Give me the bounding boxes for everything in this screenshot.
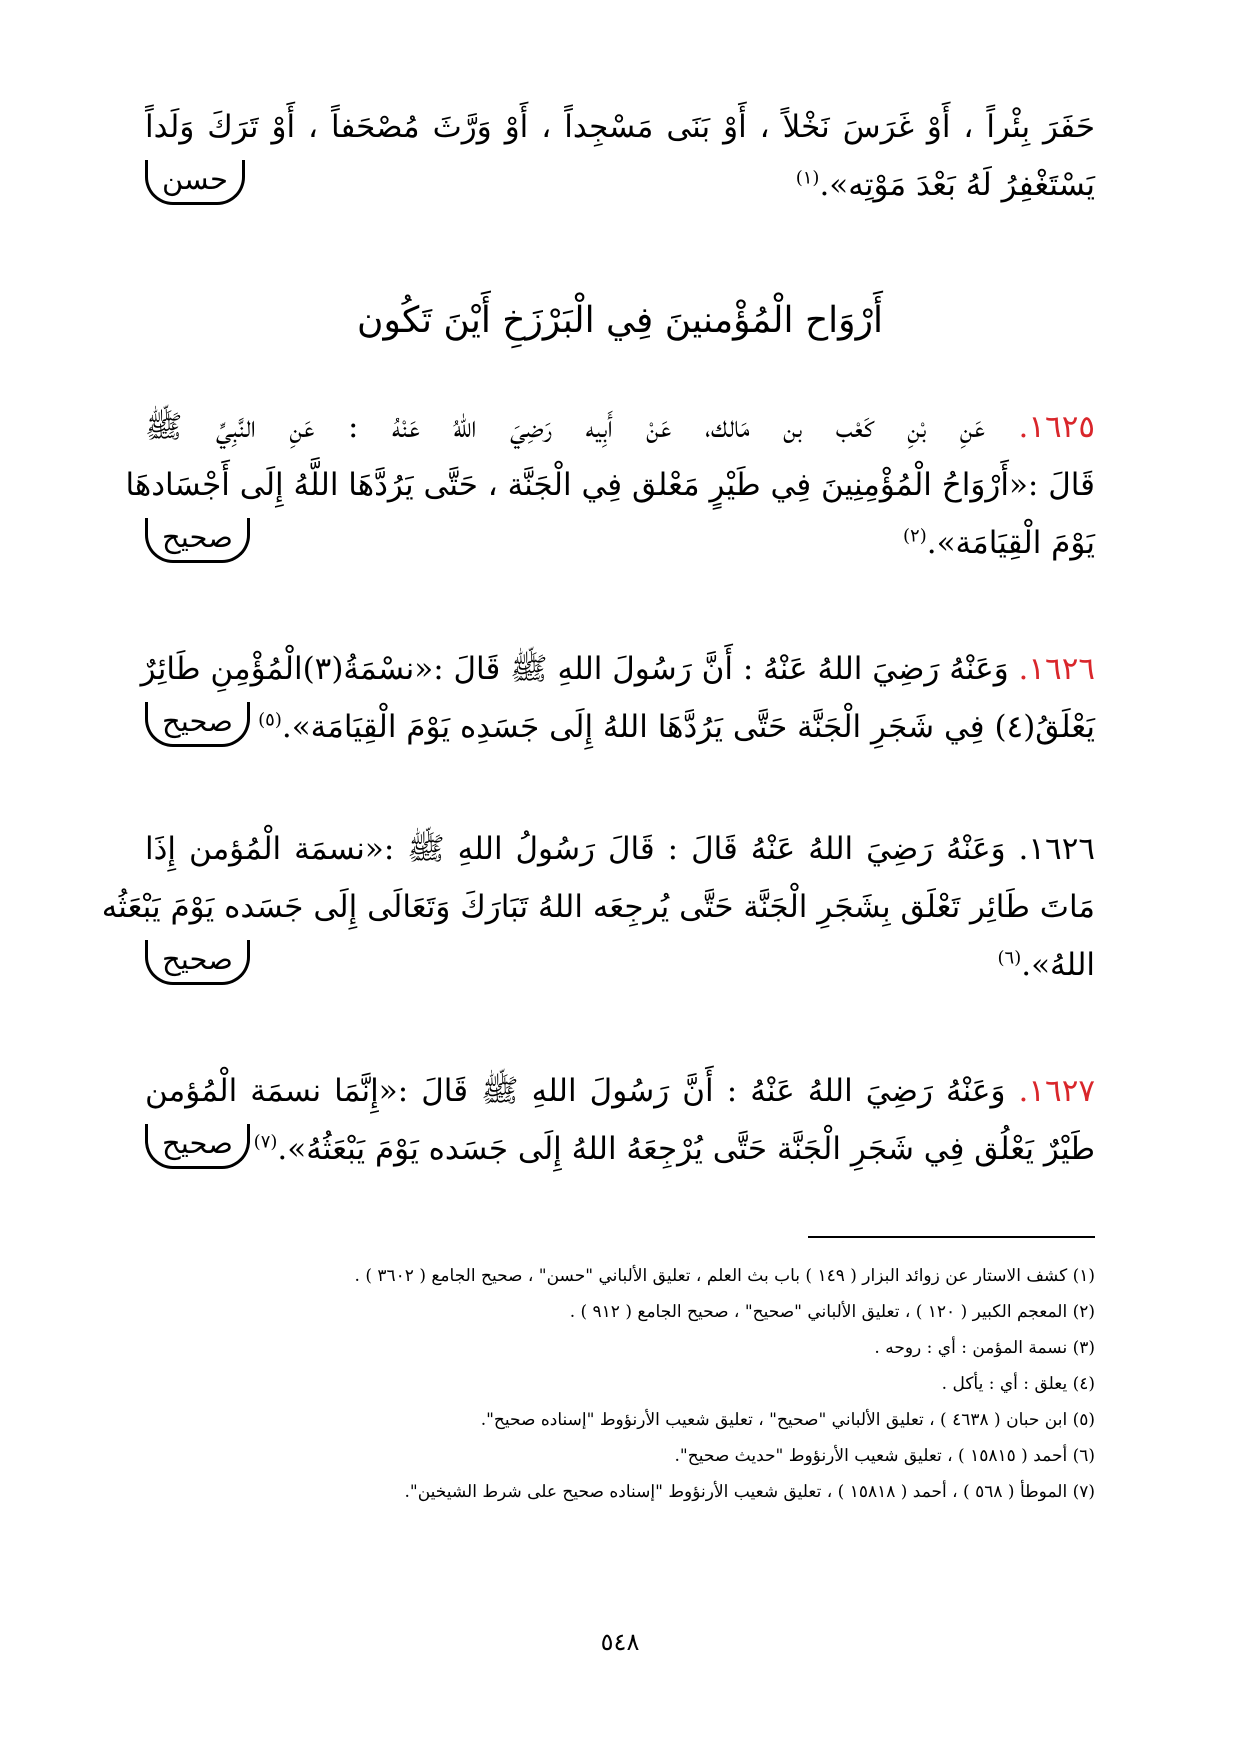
hadith-number: ١٦٢٦.: [1018, 831, 1095, 867]
hadith-1627: [145, 1062, 1095, 1178]
grade-badge: صحيح: [145, 1124, 250, 1169]
text-line: حَفَرَ بِئْراً ، أَوْ غَرَسَ نَخْلاً ، أَوْ بَنَى مَسْجِداً ، أَوْ وَرَّثَ مُصْحَفاً ، أَوْ تَرَكَ وَلَداً: [145, 109, 1095, 145]
text-line: [145, 1062, 1095, 1120]
footnote-ref: (٢): [902, 525, 927, 547]
text-line-content: طَيْرٌ يَعْلُق فِي شَجَرِ الْجَنَّة حَتَّى يُرْجِعَهُ اللهُ إِلَى جَسَده يَوْمَ يَبْعَثُهُ».: [277, 1131, 1095, 1167]
text-line: مَاتَ طَائِر تَعْلَق بِشَجَرِ الْجَنَّة حَتَّى يُرجِعَه اللهُ تَبَارَكَ وَتَعَالَى إِلَى جَسَده يَوْمَ يَبْعَثُه: [101, 889, 1095, 925]
text-line: [145, 1120, 1095, 1178]
footnote-ref: (٦): [997, 947, 1022, 969]
text-line: [145, 156, 1095, 214]
grade-badge: صحيح: [145, 940, 250, 985]
footnote-divider: [808, 1236, 1095, 1238]
footnote-ref: (٧): [253, 1131, 278, 1153]
text-line: [145, 698, 1095, 756]
text-line-content: يَسْتَغْفِرُ لَهُ بَعْدَ مَوْتِه».: [819, 167, 1095, 203]
text-line-content: اللهُ».: [1021, 947, 1095, 983]
text-line: [145, 820, 1095, 878]
footnote: (٧) الموطأ ( ٥٦٨ ) ، أحمد ( ١٥٨١٨ ) ، تعليق شعيب الأرنؤوط "إسناده صحيح على شرط الشيخين".: [404, 1482, 1095, 1502]
text-line-content: يَعْلَقُ(٤) فِي شَجَرِ الْجَنَّة حَتَّى يَرُدَّهَا اللهُ إِلَى جَسَدِه يَوْمَ الْقِيَامَة».: [281, 709, 1095, 745]
text-line: [145, 514, 1095, 572]
text-line-content: يَوْمَ الْقِيَامَة».: [926, 525, 1095, 561]
text-line: [145, 398, 1095, 456]
footnote-ref: (١): [795, 167, 820, 189]
text-line: [145, 936, 1095, 994]
text-line-content: وَعَنْهُ رَضِيَ اللهُ عَنْهُ : أَنَّ رَسُولَ اللهِ ﷺ قَالَ :«إِنَّمَا نسمَة الْمُؤمن: [145, 1073, 1006, 1109]
grade-badge: صحيح: [145, 702, 250, 747]
hadith-number: ١٦٢٥.: [1018, 409, 1095, 445]
hadith-1626-b: [101, 820, 1095, 994]
hadith-number: ١٦٢٦.: [1018, 651, 1095, 687]
text-line: [140, 640, 1095, 698]
hadith-1626-a: [140, 640, 1095, 756]
section-heading: أَرْوَاح الْمُؤْمنينَ فِي الْبَرْزَخِ أَيْنَ تَكُون: [357, 300, 883, 341]
hadith-continuation: [145, 98, 1095, 214]
text-line: قَالَ :«أَرْوَاحُ الْمُؤْمِنِينَ فِي طَيْرٍ مَعْلق فِي الْجَنَّة ، حَتَّى يَرُدَّهَا اللَّهُ إِلَى أَجْسَادهَا: [125, 467, 1095, 503]
hadith-1625: [125, 398, 1095, 572]
footnote: (٢) المعجم الكبير ( ١٢٠ ) ، تعليق الألباني "صحيح" ، صحيح الجامع ( ٩١٢ ) .: [569, 1302, 1095, 1322]
text-line-content: وَعَنْهُ رَضِيَ اللهُ عَنْهُ : أَنَّ رَسُولَ اللهِ ﷺ قَالَ :«نسْمَةُ(٣)الْمُؤْمِنِ طَائِرٌ: [140, 651, 1009, 687]
footnotes: [145, 1258, 1095, 1510]
hadith-number: ١٦٢٧.: [1018, 1073, 1095, 1109]
text-line-content: عَنِ بْنِ كَعْب بن مَالك، عَنْ أَبِيه رَضِيَ اللهُ عَنْهُ : عَنِ النَّبِيِّ ﷺ: [145, 409, 986, 445]
grade-badge: صحيح: [145, 518, 250, 563]
footnote: (٤) يعلق : أي : يأكل .: [941, 1374, 1095, 1394]
page-number: ٥٤٨: [600, 1628, 640, 1656]
footnote: (٦) أحمد ( ١٥٨١٥ ) ، تعليق شعيب الأرنؤوط "حديث صحيح".: [674, 1446, 1095, 1466]
footnote-ref: (٥): [258, 709, 282, 731]
footnote: (٥) ابن حبان ( ٤٦٣٨ ) ، تعليق الألباني "صحيح" ، تعليق شعيب الأرنؤوط "إسناده صحيح".: [480, 1410, 1095, 1430]
footnote: (٣) نسمة المؤمن : أي : روحه .: [874, 1338, 1095, 1358]
text-line-content: وَعَنْهُ رَضِيَ اللهُ عَنْهُ قَالَ : قَالَ رَسُولُ اللهِ ﷺ :«نسمَة الْمُؤمن إِذَا: [145, 831, 1006, 867]
grade-badge: حسن: [145, 160, 245, 205]
footnote: (١) كشف الاستار عن زوائد البزار ( ١٤٩ ) باب بث العلم ، تعليق الألباني "حسن" ، صحيح الجامع ( ٣٦٠٢ ) .: [354, 1266, 1095, 1286]
